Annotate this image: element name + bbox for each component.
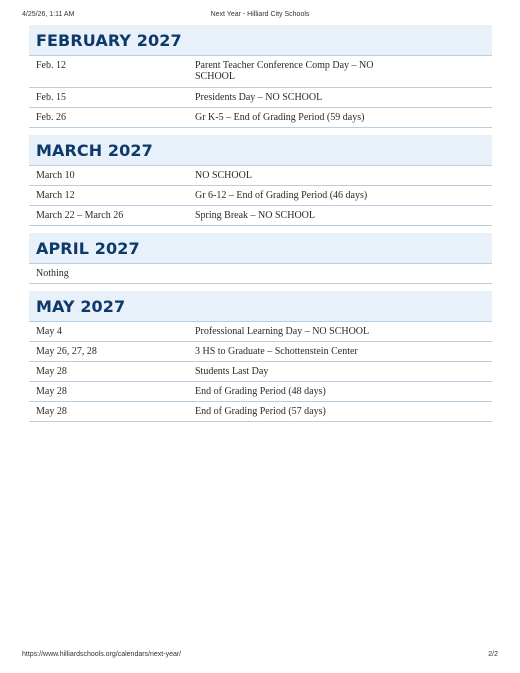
print-page-title: Next Year - Hilliard City Schools <box>210 11 310 18</box>
table-row <box>29 402 492 422</box>
event-description: Parent Teacher Conference Comp Day – NO SCHOOL <box>195 60 374 82</box>
event-description: End of Grading Period (57 days) <box>195 406 326 417</box>
event-description: 3 HS to Graduate – Schottenstein Center <box>195 346 358 357</box>
event-date: March 22 – March 26 <box>36 210 124 221</box>
event-description: Students Last Day <box>195 366 269 377</box>
table-row <box>29 264 492 284</box>
event-date: Feb. 15 <box>36 92 66 103</box>
month-header <box>29 25 492 56</box>
calendar-content <box>29 25 492 429</box>
table-row <box>29 206 492 226</box>
month-title: MAY 2027 <box>36 296 126 316</box>
table-row <box>29 342 492 362</box>
table-row <box>29 382 492 402</box>
event-description: Professional Learning Day – NO SCHOOL <box>195 326 370 337</box>
print-footer <box>22 651 498 663</box>
print-header <box>22 11 498 23</box>
month-title: APRIL 2027 <box>36 238 140 258</box>
event-date: Feb. 26 <box>36 112 66 123</box>
table-row <box>29 186 492 206</box>
print-datetime: 4/25/26, 1:11 AM <box>22 11 75 18</box>
table-row <box>29 166 492 186</box>
page-url[interactable]: https://www.hilliardschools.org/calendars/next-year/ <box>22 651 182 658</box>
month-may <box>29 291 492 422</box>
table-row <box>29 108 492 128</box>
month-header <box>29 135 492 166</box>
event-description: NO SCHOOL <box>195 170 252 181</box>
month-april <box>29 233 492 284</box>
event-date: May 4 <box>36 326 62 337</box>
event-description: Gr K-5 – End of Grading Period (59 days) <box>195 112 365 123</box>
event-description <box>195 268 492 279</box>
event-date: May 26, 27, 28 <box>36 346 97 357</box>
month-header <box>29 291 492 322</box>
table-row <box>29 88 492 108</box>
event-date: Feb. 12 <box>36 60 66 71</box>
month-march <box>29 135 492 226</box>
event-date: Nothing <box>36 268 69 279</box>
event-date: May 28 <box>36 406 67 417</box>
month-title: MARCH 2027 <box>36 140 153 160</box>
event-date: March 12 <box>36 190 75 201</box>
event-description: Presidents Day – NO SCHOOL <box>195 92 323 103</box>
event-date: May 28 <box>36 386 67 397</box>
table-row <box>29 362 492 382</box>
event-description: Spring Break – NO SCHOOL <box>195 210 315 221</box>
table-row <box>29 322 492 342</box>
table-row <box>29 56 492 88</box>
month-february <box>29 25 492 128</box>
event-description: Gr 6-12 – End of Grading Period (46 days) <box>195 190 368 201</box>
month-title: FEBRUARY 2027 <box>36 30 182 50</box>
event-description: End of Grading Period (48 days) <box>195 386 326 397</box>
event-date: May 28 <box>36 366 67 377</box>
page-number: 2/2 <box>488 651 498 658</box>
month-header <box>29 233 492 264</box>
event-date: March 10 <box>36 170 75 181</box>
